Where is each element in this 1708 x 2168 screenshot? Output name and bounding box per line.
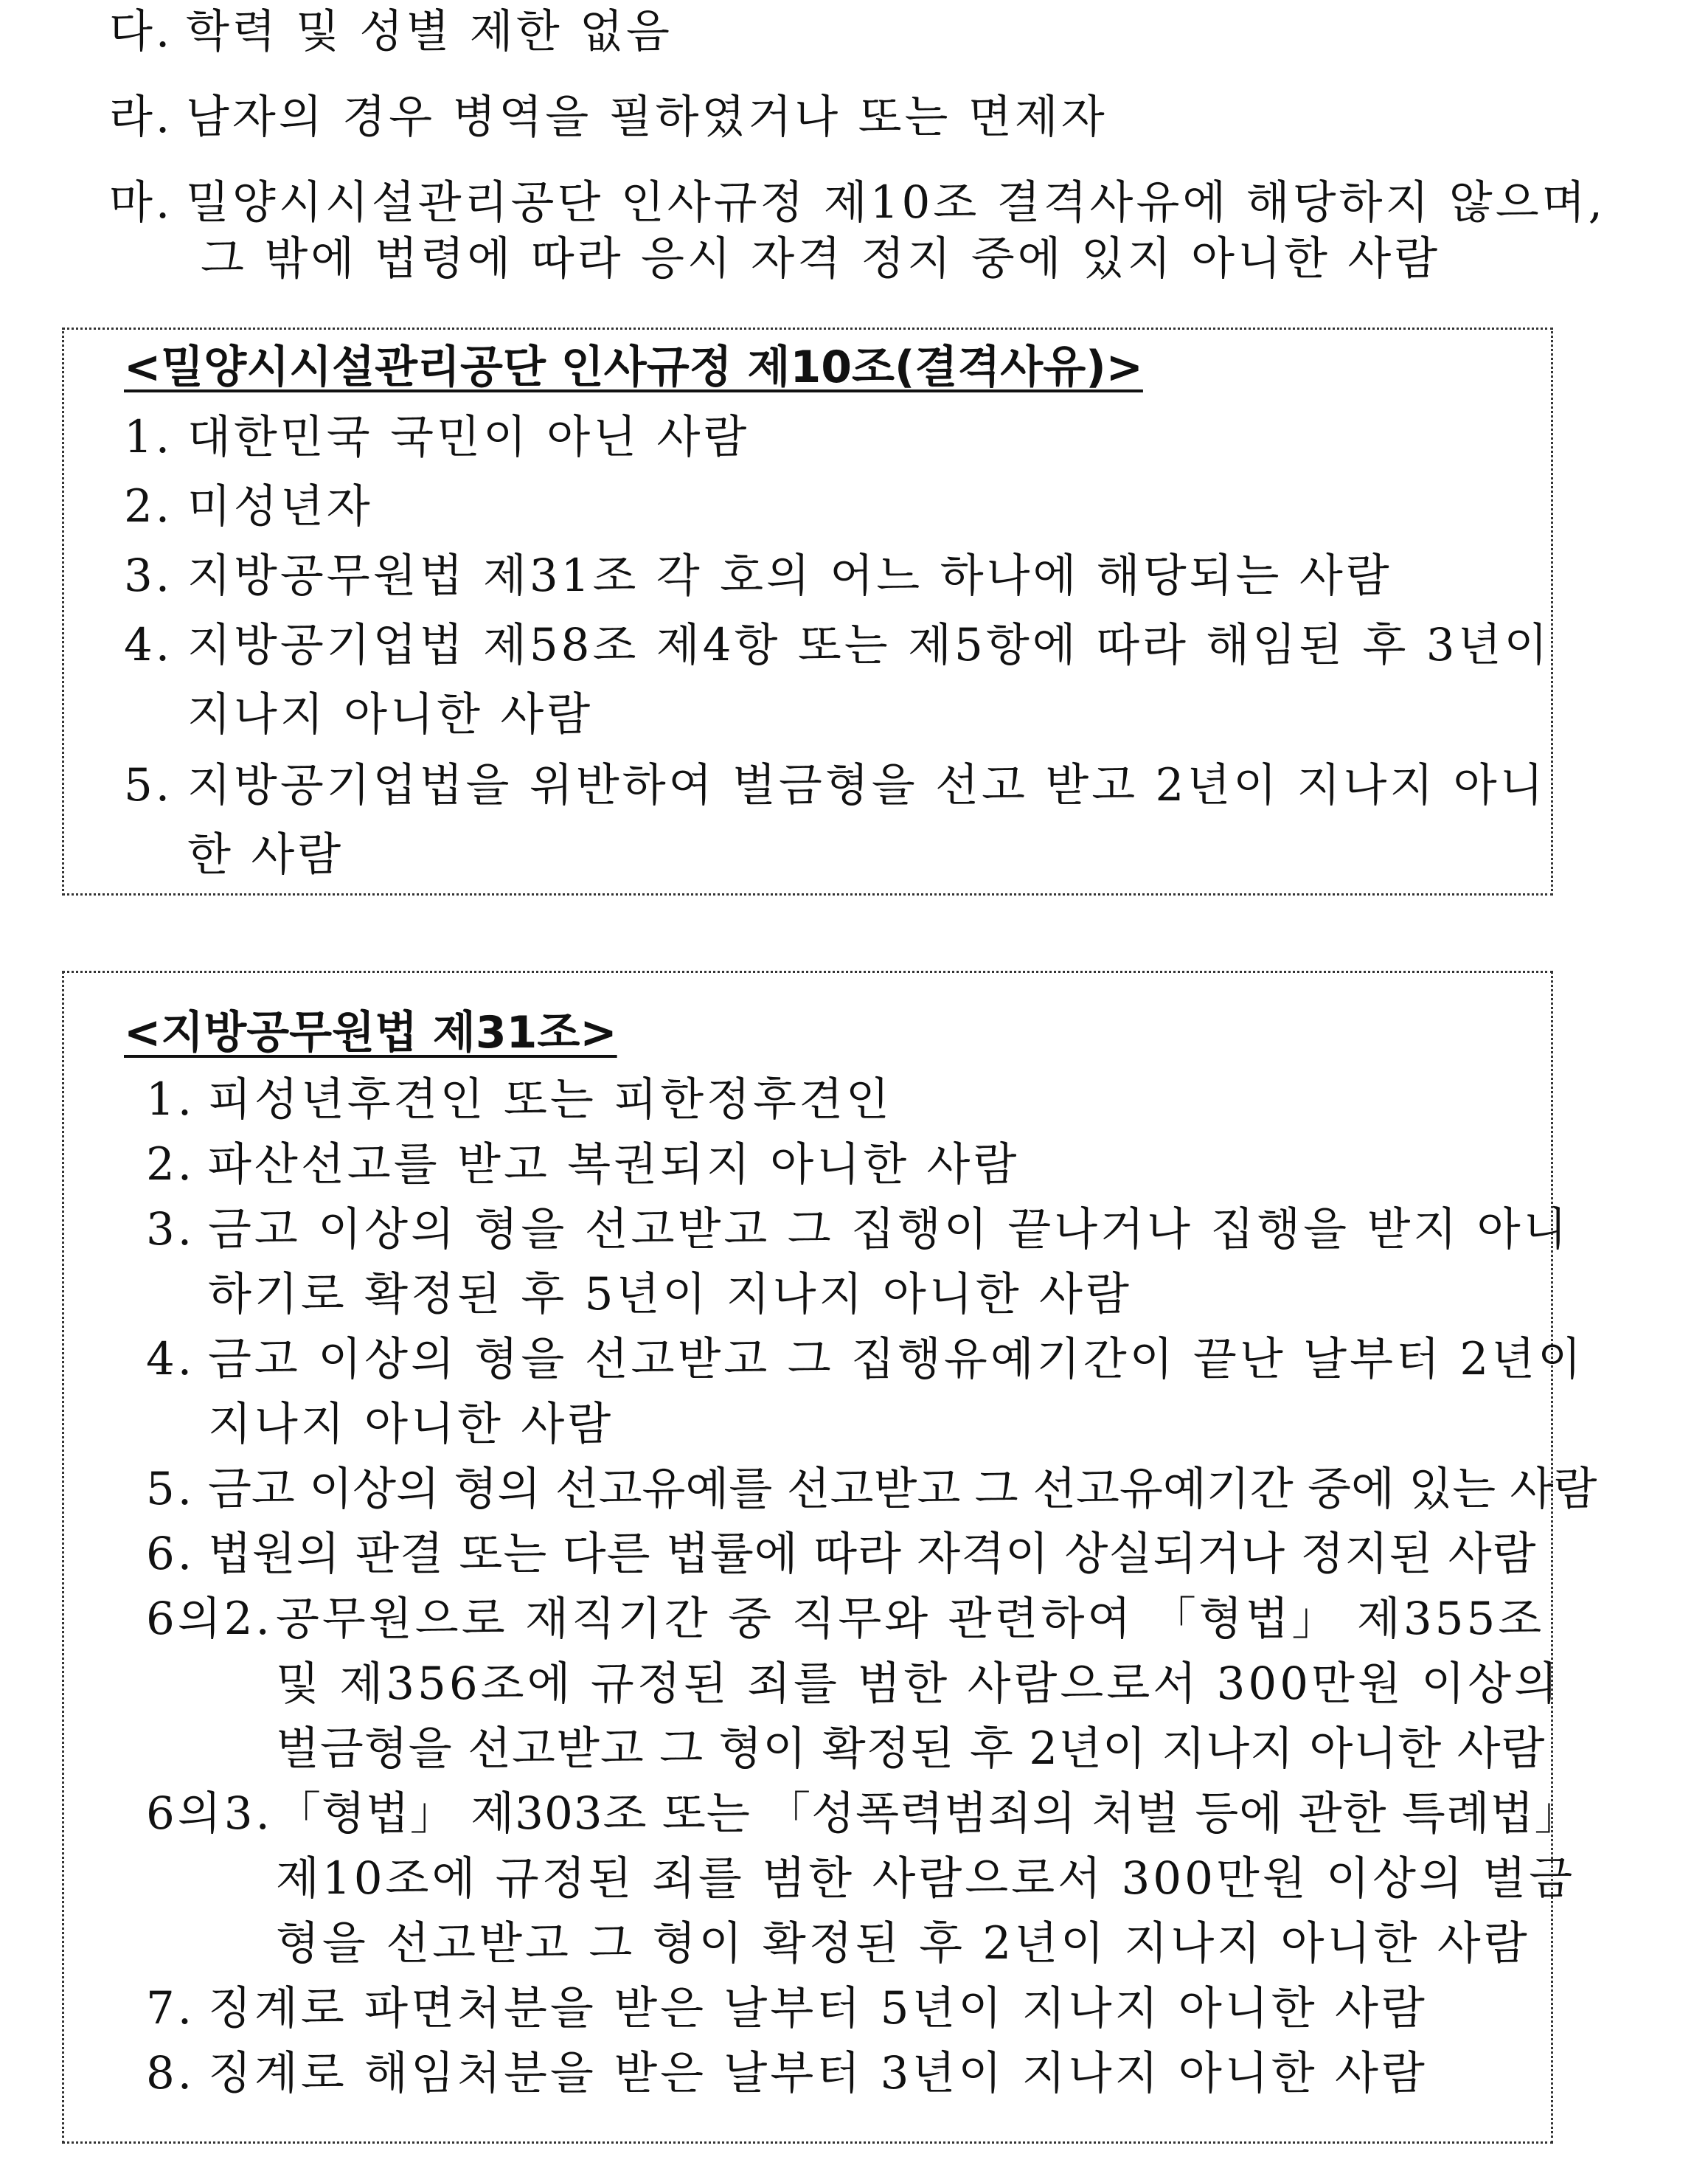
item-text: 학력 및 성별 제한 없음 [186,5,673,58]
list-item-text-continued: 하기로 확정된 후 5년이 지나지 아니한 사람 [208,1268,1132,1320]
list-item-text: 대한민국 국민이 아닌 사람 [187,411,750,463]
box-heading: <밀양시시설관리공단 인사규정 제10조(결격사유)> [124,342,1143,393]
item-label: 다. [109,5,173,58]
list-item-text: 징계로 파면처분을 받은 날부터 5년이 지나지 아니한 사람 [208,1982,1428,2034]
list-number: 6. [146,1528,195,1580]
box-heading: <지방공무원법 제31조> [124,1007,617,1059]
list-number: 2. [124,480,173,533]
list-item-text: 공무원으로 재직기간 중 직무와 관련하여 「형법」 제355조 [276,1593,1545,1645]
list-number: 6의2. [146,1593,273,1645]
list-number: 5. [124,759,173,811]
list-item-text: 피성년후견인 또는 피한정후견인 [208,1073,892,1126]
list-item-text: 금고 이상의 형을 선고받고 그 집행이 끝나거나 집행을 받지 아니 [208,1203,1570,1256]
list-item-text-continued: 한 사람 [187,828,344,881]
list-item-text: 법원의 판결 또는 다른 법률에 따라 자격이 상실되거나 정지된 사람 [208,1528,1537,1580]
item-label: 마. [109,176,173,229]
list-item-text: 지방공기업법 제58조 제4항 또는 제5항에 따라 해임된 후 3년이 [187,619,1551,671]
list-number: 4. [124,619,173,671]
list-number: 6의3. [146,1787,273,1840]
list-item-text: 금고 이상의 형의 선고유예를 선고받고 그 선고유예기간 중에 있는 사람 [208,1463,1597,1515]
list-number: 1. [146,1073,195,1126]
list-item-text: 미성년자 [187,480,373,533]
item-text-continued: 그 밖에 법령에 따라 응시 자격 정지 중에 있지 아니한 사람 [201,232,1441,285]
item-text: 남자의 경우 병역을 필하였거나 또는 면제자 [186,91,1108,143]
list-number: 8. [146,2047,195,2099]
list-item-text: 지방공기업법을 위반하여 벌금형을 선고 받고 2년이 지나지 아니 [187,759,1546,811]
list-item-text: 「형법」 제303조 또는 「성폭력범죄의 처벌 등에 관한 특례법」 [276,1787,1580,1840]
item-label: 라. [109,91,173,143]
list-number: 4. [146,1333,195,1385]
list-item-text: 파산선고를 받고 복권되지 아니한 사람 [208,1138,1020,1191]
list-item-text: 금고 이상의 형을 선고받고 그 집행유예기간이 끝난 날부터 2년이 [208,1333,1585,1385]
item-text: 밀양시시설관리공단 인사규정 제10조 결격사유에 해당하지 않으며, [186,176,1605,229]
list-number: 5. [146,1463,195,1515]
list-number: 1. [124,411,173,463]
list-item-text-continued: 벌금형을 선고받고 그 형이 확정된 후 2년이 지나지 아니한 사람 [276,1722,1546,1775]
list-item-text-continued: 지나지 아니한 사람 [208,1398,614,1450]
list-number: 3. [124,550,173,602]
list-item-text-continued: 및 제356조에 규정된 죄를 범한 사람으로서 300만원 이상의 [276,1658,1561,1710]
list-item-text-continued: 형을 선고받고 그 형이 확정된 후 2년이 지나지 아니한 사람 [276,1917,1530,1970]
list-item-text: 징계로 해임처분을 받은 날부터 3년이 지나지 아니한 사람 [208,2047,1428,2099]
list-item-text: 지방공무원법 제31조 각 호의 어느 하나에 해당되는 사람 [187,550,1392,602]
list-number: 7. [146,1982,195,2034]
list-item-text-continued: 지나지 아니한 사람 [187,688,594,741]
list-item-text-continued: 제10조에 규정된 죄를 범한 사람으로서 300만원 이상의 벌금 [276,1852,1576,1905]
list-number: 2. [146,1138,195,1191]
list-number: 3. [146,1203,195,1256]
